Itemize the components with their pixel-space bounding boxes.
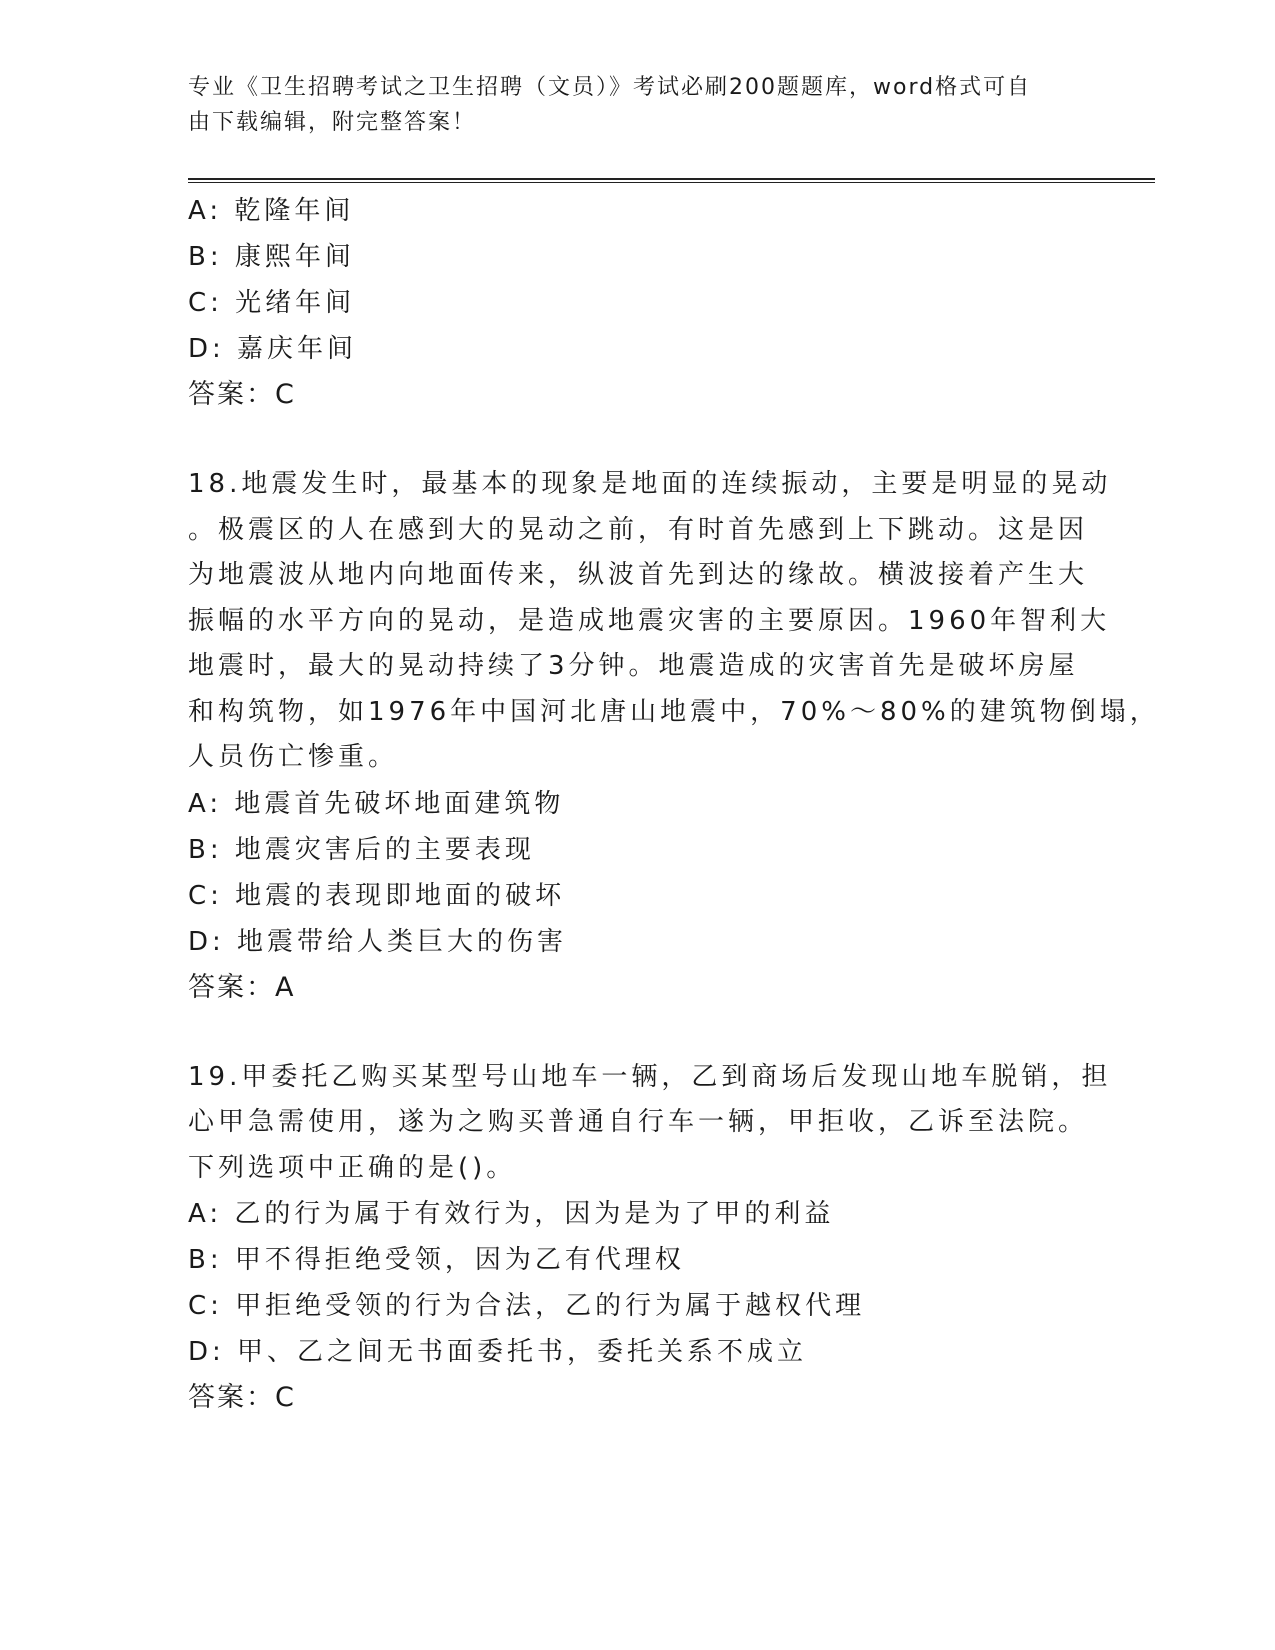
question-text bbox=[188, 462, 1160, 781]
question-line: 下列选项中正确的是()。 bbox=[188, 1152, 517, 1183]
option-c: C: 甲拒绝受领的行为合法，乙的行为属于越权代理 bbox=[188, 1291, 866, 1321]
option-c: C: 光绪年间 bbox=[188, 288, 356, 318]
document-body bbox=[188, 188, 1160, 1465]
option-b: B: 甲不得拒绝受领，因为乙有代理权 bbox=[188, 1245, 685, 1275]
header-divider-thick bbox=[188, 178, 1155, 180]
header-line-1: 专业《卫生招聘考试之卫生招聘（文员）》考试必刷200题题库，word格式可自 bbox=[188, 75, 1032, 100]
option-b: B: 康熙年间 bbox=[188, 242, 355, 272]
answer: 答案：C bbox=[188, 379, 296, 410]
question-19 bbox=[188, 1055, 1112, 1422]
header-line-2: 由下载编辑，附完整答案！ bbox=[188, 110, 477, 135]
document-header bbox=[188, 70, 1068, 140]
question-text bbox=[188, 1055, 1112, 1192]
question-17 bbox=[188, 188, 1088, 418]
question-line: 人员伤亡惨重。 bbox=[188, 742, 399, 772]
question-line: 19.甲委托乙购买某型号山地车一辆，乙到商场后发现山地车脱销，担 bbox=[188, 1061, 1112, 1092]
question-18 bbox=[188, 462, 1160, 1011]
option-d: D: 地震带给人类巨大的伤害 bbox=[188, 926, 568, 957]
option-a: A: 乾隆年间 bbox=[188, 196, 355, 226]
option-d: D: 甲、乙之间无书面委托书，委托关系不成立 bbox=[188, 1337, 808, 1367]
answer: 答案：A bbox=[188, 971, 296, 1003]
question-line: 为地震波从地内向地面传来，纵波首先到达的缘故。横波接着产生大 bbox=[188, 560, 1089, 590]
option-a: A: 地震首先破坏地面建筑物 bbox=[188, 788, 565, 819]
option-d: D: 嘉庆年间 bbox=[188, 334, 358, 364]
option-a: A: 乙的行为属于有效行为，因为是为了甲的利益 bbox=[188, 1199, 835, 1229]
question-line: 心甲急需使用，遂为之购买普通自行车一辆，甲拒收，乙诉至法院。 bbox=[188, 1107, 1089, 1137]
question-line: 18.地震发生时，最基本的现象是地面的连续振动，主要是明显的晃动 bbox=[188, 469, 1112, 499]
question-line: 振幅的水平方向的晃动，是造成地震灾害的主要原因。1960年智利大 bbox=[188, 605, 1111, 636]
question-line: 。极震区的人在感到大的晃动之前，有时首先感到上下跳动。这是因 bbox=[188, 514, 1089, 545]
header-divider-thin bbox=[188, 182, 1155, 183]
question-line: 地震时，最大的晃动持续了3分钟。地震造成的灾害首先是破坏房屋 bbox=[188, 651, 1079, 681]
question-line: 和构筑物，如1976年中国河北唐山地震中，70%～80%的建筑物倒塌， bbox=[188, 696, 1160, 727]
answer: 答案：C bbox=[188, 1382, 296, 1413]
option-c: C: 地震的表现即地面的破坏 bbox=[188, 880, 566, 911]
option-b: B: 地震灾害后的主要表现 bbox=[188, 834, 535, 865]
